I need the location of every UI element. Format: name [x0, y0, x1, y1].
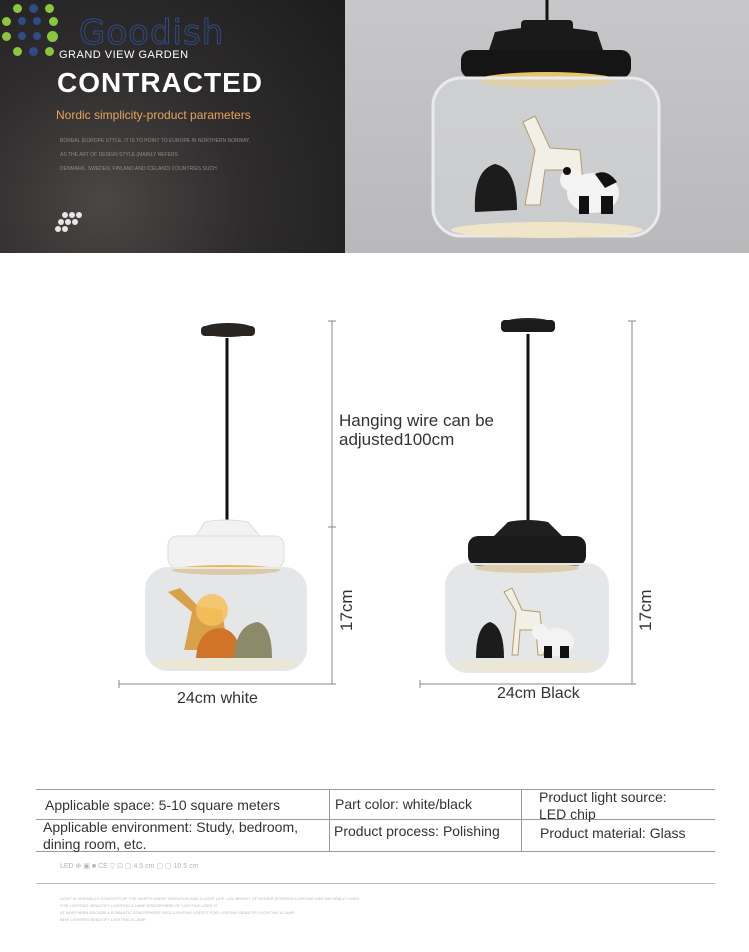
spec-light-source	[539, 789, 667, 823]
spec-product-material: Product material: Glass	[540, 825, 686, 841]
white-lamp-height-label: 17cm	[337, 589, 356, 631]
headline: CONTRACTED	[57, 67, 263, 98]
black-lamp-height-label: 17cm	[636, 589, 655, 631]
header-banner	[0, 0, 749, 253]
lamp-illustrations	[0, 300, 749, 700]
spec-applicable-environment	[43, 819, 298, 853]
wire-length-note-line: adjusted100cm	[339, 430, 455, 449]
brand-name: Goodish	[79, 13, 225, 53]
spec-light-source-line: LED chip	[539, 806, 596, 822]
table-divider	[329, 789, 330, 851]
white-lamp-caption: 24cm white	[177, 690, 258, 707]
tagline: Nordic simplicity-product parameters	[56, 108, 251, 122]
blurb-line: AS THE ART OF DESIGN STYLE (MAINLY REFERS	[60, 152, 178, 158]
spec-product-process: Product process: Polishing	[334, 823, 500, 839]
fine-print-line: NEW LIGHTING BEAUTIFY LIGHTING A LAMP.	[60, 917, 146, 922]
fine-print-line: AT NORTHERN DECADE A ROMANTIC ATMOSPHERE FACE LIGHTING USES IT FOR LIGHTING BEAUTIFY LIGHTING A LAMP.	[60, 910, 295, 915]
spec-environment-line: Applicable environment: Study, bedroom,	[43, 819, 298, 835]
footer-divider	[36, 883, 715, 884]
wire-length-note-line: Hanging wire can be	[339, 411, 494, 430]
certification-icons: LED ⊕ ▣ ■ CE ▽ ⊡ ▢ 4.5 cm ▢ ▢ 10.5 cm	[60, 863, 199, 870]
white-lamp-illustration	[146, 323, 306, 670]
spec-light-source-line: Product light source:	[539, 789, 667, 805]
spec-applicable-space: Applicable space: 5-10 square meters	[45, 797, 281, 813]
wire-length-note	[339, 411, 494, 449]
banner-brand-panel	[0, 0, 345, 253]
blurb-line: DENMARK, SWEDEN, FINLAND AND ICELAND) COUNTRIES SUCH	[60, 166, 217, 172]
fine-print-line: FOR LIGHTING, BEAUTIFY LIGHTING A LAMP ATMOSPHERE OF LIGHTING USES IT.	[60, 903, 219, 908]
spec-part-color: Part color: white/black	[335, 796, 472, 812]
fine-print-line: LIGHT IS NORMALLY CONSISTS OF THE NORTH GREAT INVENTION AND A LIGHT LIFE. LED BRIGHT OF HIGHER INTERIOR LIGHTING ARE NATURALLY USED.	[60, 896, 361, 901]
brand-subtitle: GRAND VIEW GARDEN	[59, 49, 189, 61]
black-lamp-caption: 24cm Black	[497, 685, 580, 702]
spec-environment-line: dining room, etc.	[43, 836, 147, 852]
table-divider	[521, 789, 522, 851]
banner-product-photo	[345, 0, 749, 253]
blurb-line: BOREAL (EUROPE STYLE, IT IS TO POINT TO EUROPE IN NORTHERN NORWAY,	[60, 138, 251, 144]
spec-table	[36, 789, 715, 852]
black-lamp-illustration	[446, 318, 608, 672]
